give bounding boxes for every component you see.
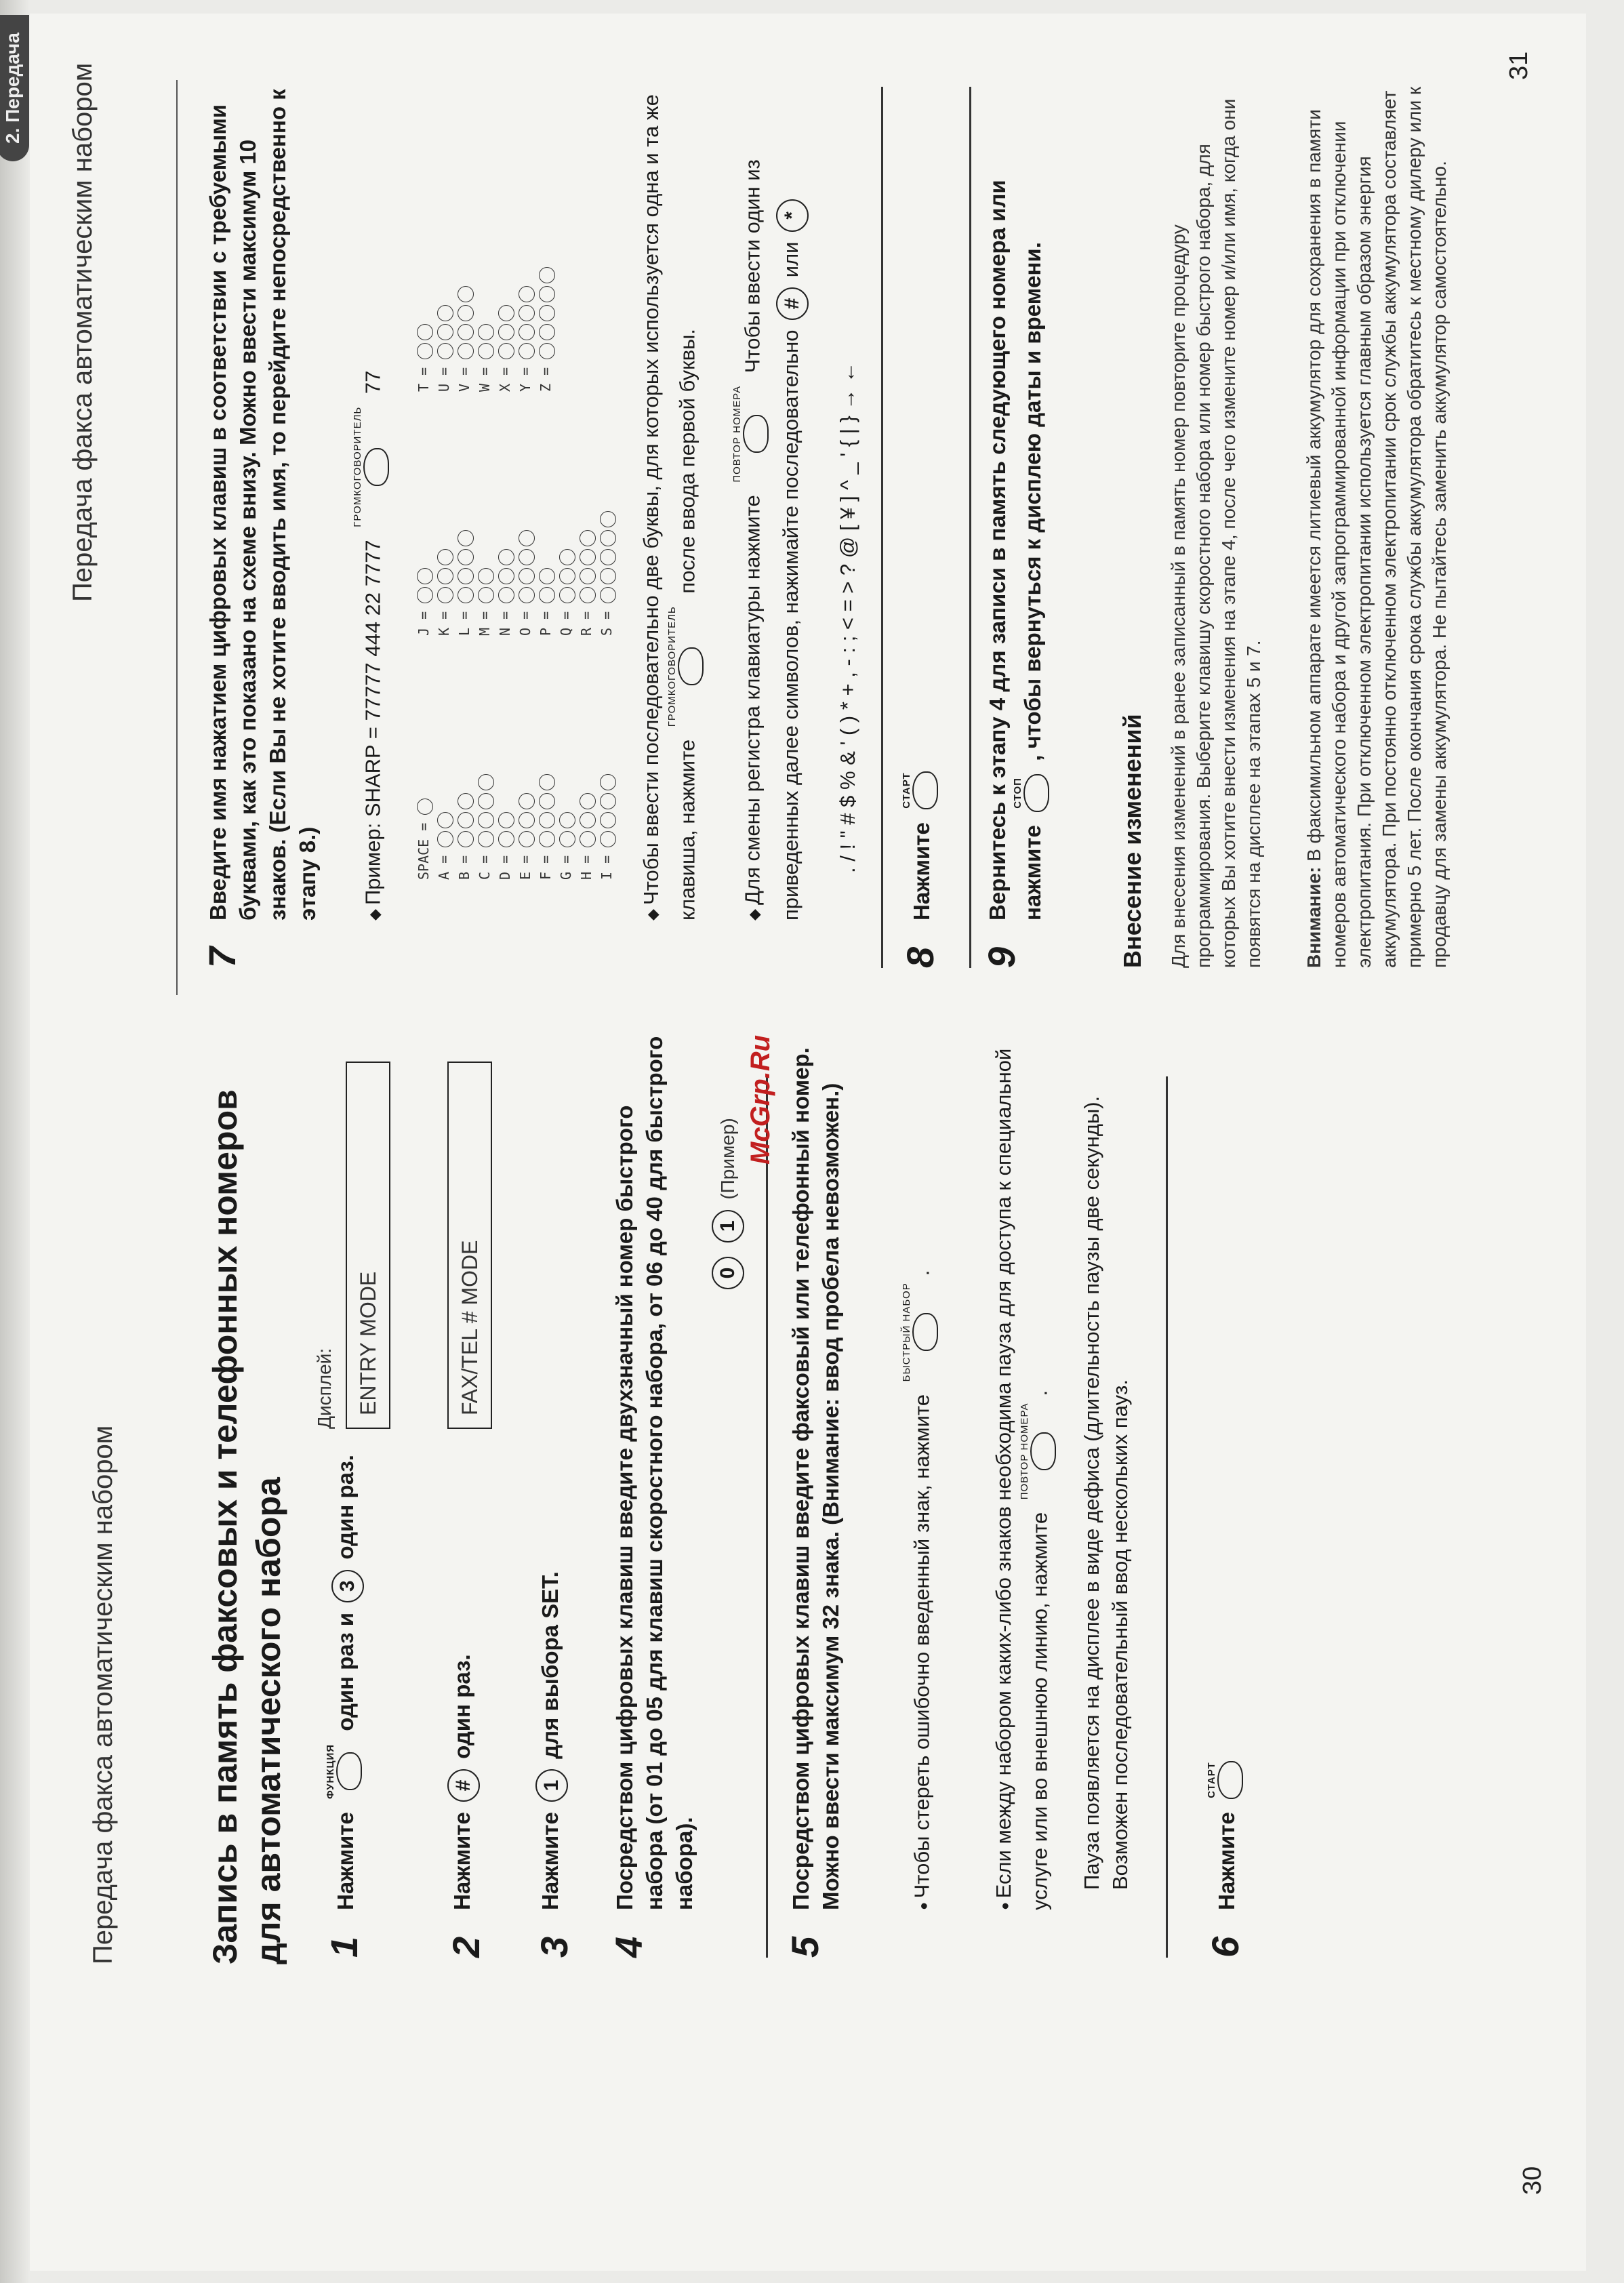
step-number: 6 [1204, 1936, 1246, 1958]
divider [1166, 1076, 1168, 1958]
page-title: Запись в память факсовых и телефонных номеров для автоматического набора [206, 1089, 287, 1964]
keymap-row: K = [434, 508, 454, 636]
right-running-header: Передача факса автоматическим набором [68, 62, 98, 602]
step-8-text-a: Нажмите [909, 822, 935, 921]
keymap-row: T = [413, 264, 434, 392]
lcd-entry-mode: ENTRY MODE [346, 1062, 390, 1429]
step-number: 3 [533, 1936, 575, 1958]
redial-key-icon [1019, 1402, 1063, 1499]
step-4-text: Посредством цифровых клавиш введите двухзначный номер быстрого набора (от 01 до 05 для клавиш скоростного набора, от 06 до 40 для быстрого набора). [612, 1036, 697, 1910]
lcd-faxtel-mode: FAX/TEL # MODE [447, 1062, 492, 1429]
keymap-row: H = [576, 771, 596, 880]
step-4-example [712, 1118, 744, 1293]
note-case [732, 80, 809, 921]
warning-label: Внимание: [1303, 866, 1324, 968]
step-1-text-b: один раз и [333, 1612, 359, 1731]
step-number: 5 [784, 1936, 826, 1958]
step-number: 2 [445, 1936, 487, 1958]
changes-title: Внесение изменений [1118, 714, 1146, 968]
keymap-row: F = [535, 771, 556, 880]
step-1-text-c: один раз. [333, 1455, 359, 1560]
example-suffix: 77 [361, 370, 385, 395]
note-same-key-end: после ввода первой буквы. [675, 328, 699, 594]
keymap-row: G = [556, 771, 576, 880]
step-5 [786, 1022, 846, 1958]
keymap-row: P = [535, 508, 556, 636]
stop-key-icon [1013, 774, 1057, 812]
step-1 [325, 1442, 369, 1958]
right-page-number: 31 [1505, 51, 1533, 80]
keymap-row: B = [454, 771, 474, 880]
keymap-row: O = [515, 508, 535, 636]
note-pause-display: Пауза появляется на дисплее в виде дефиса (длительность паузы две секунды). Возможен последовательный ввод нескольких пауз. [1080, 1095, 1132, 1890]
redial-key-label: ПОВТОР НОМЕРА [731, 385, 743, 483]
keymap-row: M = [474, 508, 495, 636]
key-hash-icon: # [776, 287, 809, 320]
keymap-row: V = [454, 264, 474, 392]
left-running-header: Передача факса автоматическим набором [88, 1425, 118, 1964]
step-9-text-b: , чтобы вернуться к дисплею даты и времени. [1020, 242, 1046, 761]
step-number: 9 [980, 946, 1023, 968]
keymap-row: Z = [535, 264, 556, 392]
keymap-col-3 [413, 264, 556, 392]
note-erase: ● Чтобы стереть ошибочно введенный знак, нажмите БЫСТРЫЙ НАБОР . [901, 1029, 946, 1910]
keymap-row: X = [495, 264, 515, 392]
example-label: (Пример) [717, 1118, 738, 1200]
watermark: McGrp.Ru [746, 1034, 775, 1165]
speaker-key-icon [352, 407, 397, 527]
symbol-list: . / ! " # $ % & ' ( ) * + , - : ; < = > ? @ [ ¥ ] ^ _ ' { | } → ← [836, 361, 859, 873]
step-9 [980, 87, 1057, 968]
battery-warning [1301, 73, 1452, 968]
keymap-row: R = [576, 508, 596, 636]
step-3-text-a: Нажмите [537, 1812, 563, 1910]
step-7 [203, 87, 323, 968]
keymap-row: N = [495, 508, 515, 636]
redial-key-label: ПОВТОР НОМЕРА [1018, 1402, 1030, 1500]
step-3 [535, 1076, 573, 1958]
step-number: 8 [899, 946, 941, 968]
note-case-text: Для смены регистра клавиатуры нажмите [740, 495, 765, 905]
divider [969, 87, 971, 968]
section-tab: 2. Передача [0, 15, 29, 161]
step-2-text-b: один раз. [449, 1654, 474, 1759]
start-key-label: СТАРТ [1206, 1762, 1217, 1798]
note-erase-text: Чтобы стереть ошибочно введенный знак, нажмите [910, 1394, 934, 1899]
speed-dial-key-icon [901, 1282, 946, 1381]
step-6 [1206, 1442, 1251, 1958]
note-same-key [637, 80, 711, 921]
note-case-or: или [779, 241, 803, 278]
step-3-text-b: для выбора SET. [537, 1571, 563, 1759]
speaker-key-label: ГРОМКОГОВОРИТЕЛЬ [666, 606, 678, 727]
warning-text: В факсимильном аппарате имеется литиевый аккумулятор для сохранения в памяти номеров автоматического набора и другой запрограммированной информации при отключении электропитания. При отключенном электропитании используется главным образом энергия аккумулятора. При постоянно отключенном электропитании срок службы аккумулятора составляет примерно 5 лет. После окончания срока службы аккумулятора обратитесь к местному дилеру или к продавцу для замены аккумулятора. Не пытайтесь заменить аккумулятор самостоятельно. [1303, 86, 1450, 968]
keymap-row: L = [454, 508, 474, 636]
step-4 [607, 1022, 699, 1958]
changes-paragraph: Для внесения изменений в ранее записанный в память номер повторите процедуру программирования. Выберите клавишу скоростного набора или номер быстрого набора, для которых Вы хотите внести изменения на этапе 4, после чего измените номер и/или имя, когда они появятся на дисплее на этапах 5 и 7. [1168, 98, 1264, 968]
top-divider [176, 80, 178, 995]
key-hash-icon: # [447, 1769, 480, 1802]
keymap-row: C = [474, 771, 495, 880]
key-0-icon: 0 [712, 1257, 744, 1289]
speaker-key-icon [667, 606, 711, 727]
note-pause-text: Если между набором каких-либо знаков необходима пауза для доступа к специальной услуге или во внешнюю линию, нажмите [992, 1048, 1052, 1910]
key-1-icon: 1 [712, 1210, 744, 1242]
example-text: Пример: SHARP = 77777 444 22 7777 [361, 540, 385, 905]
speed-key-label: БЫСТРЫЙ НАБОР [901, 1282, 912, 1382]
start-key-icon [901, 771, 946, 809]
step-5-text: Посредством цифровых клавиш введите факсовый или телефонный номер. Можно ввести максимум 32 знака. (Внимание: ввод пробела невозможен.) [788, 1047, 843, 1910]
key-3-icon: 3 [331, 1570, 364, 1602]
redial-key-icon [732, 386, 776, 483]
display-label: Дисплей: [314, 1348, 335, 1429]
keymap-row: Q = [556, 508, 576, 636]
keymap-row: E = [515, 771, 535, 880]
speaker-key-label: ГРОМКОГОВОРИТЕЛЬ [352, 406, 363, 527]
keymap-row: A = [434, 771, 454, 880]
step-number: 7 [201, 946, 243, 968]
function-key-icon [325, 1744, 369, 1799]
step-2-text-a: Нажмите [449, 1812, 474, 1910]
step-6-text-a: Нажмите [1214, 1812, 1240, 1910]
keymap-col-1 [413, 771, 617, 880]
note-pause: ● Если между набором каких-либо знаков необходима пауза для доступа к специальной услуге или во внешнюю линию, нажмите ПОВТОР НОМЕРА . [990, 1029, 1063, 1910]
start-key-icon [1206, 1761, 1251, 1799]
keymap-row: U = [434, 264, 454, 392]
example-line [352, 94, 397, 921]
left-page-number: 30 [1518, 2166, 1547, 2195]
step-2 [447, 1442, 485, 1958]
step-7-text: Введите имя нажатием цифровых клавиш в соответствии с требуемыми буквами, как это показано на схеме внизу. Можно ввести максимум 10 знаков. (Если Вы не хотите вводить имя, то перейдите непосредственно к этапу 8.) [205, 89, 320, 921]
stop-key-label: СТОП [1012, 777, 1023, 809]
start-key-label: СТАРТ [901, 772, 912, 809]
note-same-key-text: Чтобы ввести последовательно две буквы, для которых используется одна и та же клавиша, нажмите [639, 94, 699, 921]
step-number: 1 [323, 1936, 365, 1958]
step-1-text-a: Нажмите [333, 1812, 359, 1910]
step-9-text-a: Вернитесь к этапу 4 для записи в память следующего номера или нажмите [985, 180, 1046, 921]
keymap-row: I = [596, 771, 617, 880]
keymap-row: SPACE = [413, 771, 434, 880]
key-1-icon: 1 [535, 1769, 568, 1802]
keymap-row: W = [474, 264, 495, 392]
keymap-row: S = [596, 508, 617, 636]
keymap-row: D = [495, 771, 515, 880]
divider [881, 87, 883, 968]
key-star-icon: * [776, 199, 809, 232]
divider [766, 1076, 768, 1958]
step-number: 4 [607, 1936, 650, 1958]
note-case-mid: Чтобы ввести один из приведенных далее символов, нажимайте последовательно [740, 159, 803, 921]
step-8 [901, 453, 946, 968]
function-key-label: ФУНКЦИЯ [325, 1743, 336, 1800]
keymap-col-2 [413, 508, 617, 636]
keymap-row: Y = [515, 264, 535, 392]
keymap-row: J = [413, 508, 434, 636]
